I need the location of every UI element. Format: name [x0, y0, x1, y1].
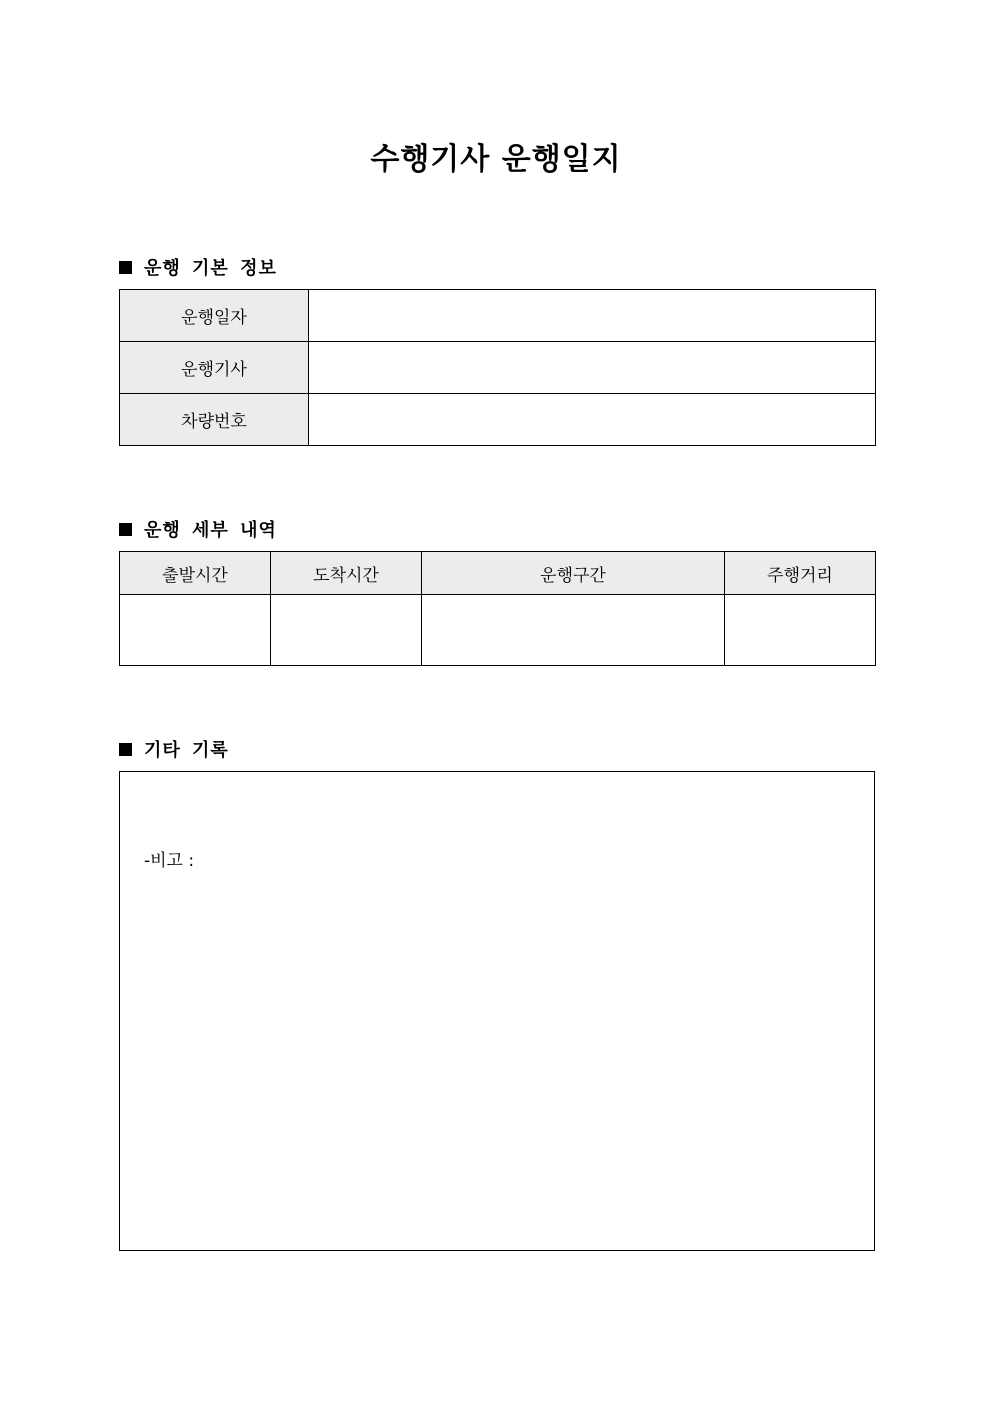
column-header-arrival-time: 도착시간 [271, 552, 422, 595]
label-driving-date: 운행일자 [120, 290, 309, 342]
cell-route[interactable] [422, 595, 725, 666]
label-vehicle-number: 차량번호 [120, 394, 309, 446]
label-driver: 운행기사 [120, 342, 309, 394]
basic-info-table [119, 289, 876, 446]
square-bullet-icon [119, 743, 132, 756]
table-row [120, 595, 876, 666]
table-header-row [120, 552, 876, 595]
square-bullet-icon [119, 523, 132, 536]
section-heading-text: 운행 기본 정보 [144, 258, 277, 279]
section-heading-other [119, 736, 229, 762]
document-title: 수행기사 운행일지 [370, 142, 622, 177]
column-header-departure-time: 출발시간 [120, 552, 271, 595]
value-driver[interactable] [309, 342, 876, 394]
table-row [120, 342, 876, 394]
notes-box[interactable] [119, 771, 875, 1251]
remark-label: -비고 : [144, 851, 195, 871]
column-header-route: 운행구간 [422, 552, 725, 595]
section-heading-text: 운행 세부 내역 [144, 520, 277, 541]
cell-departure-time[interactable] [120, 595, 271, 666]
value-vehicle-number[interactable] [309, 394, 876, 446]
cell-arrival-time[interactable] [271, 595, 422, 666]
table-row [120, 394, 876, 446]
section-heading-basic-info [119, 254, 277, 280]
section-heading-details [119, 516, 277, 542]
cell-distance[interactable] [725, 595, 876, 666]
square-bullet-icon [119, 261, 132, 274]
column-header-distance: 주행거리 [725, 552, 876, 595]
section-heading-text: 기타 기록 [144, 740, 229, 761]
table-row [120, 290, 876, 342]
details-table [119, 551, 876, 666]
value-driving-date[interactable] [309, 290, 876, 342]
